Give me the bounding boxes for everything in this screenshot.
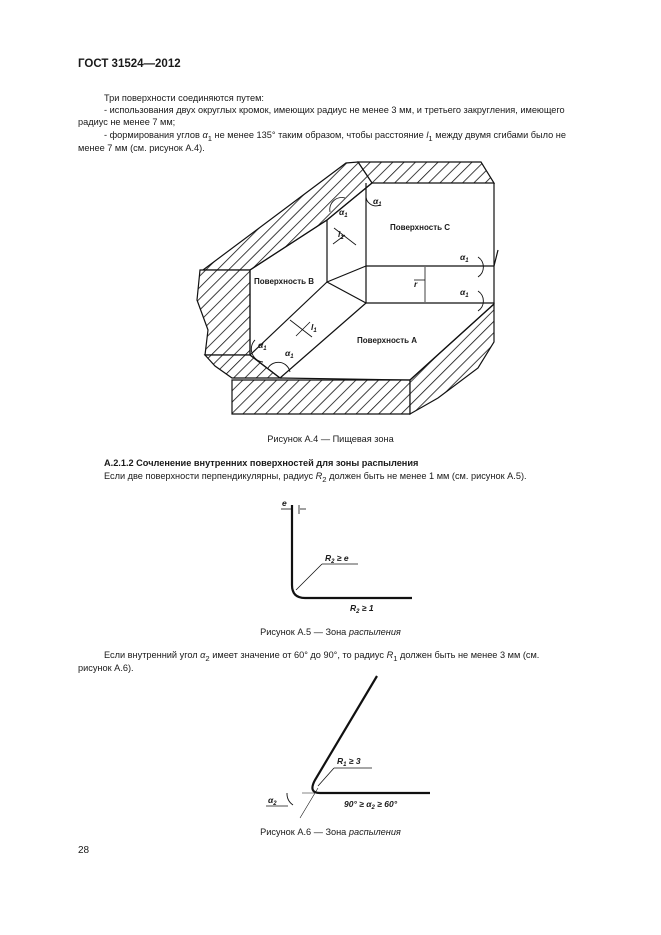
figure-a6-caption-em: распыления [348, 827, 401, 837]
figure-a6-caption-pre: Рисунок А.6 — Зона [260, 827, 349, 837]
figure-a4-caption: Рисунок А.4 — Пищевая зона [267, 434, 394, 444]
figure-a5-caption-pre: Рисунок А.5 — Зона [260, 627, 349, 637]
e-label: e [282, 498, 287, 508]
alpha2-symbol: α [200, 650, 206, 660]
alpha-symbol: α [202, 130, 208, 140]
alpha1-label-5: $\alpha_1$ [258, 340, 267, 352]
r-subscript: 2 [322, 474, 327, 484]
para-a6-mid: имеет значение от 60° до 90°, то радиус [209, 650, 387, 660]
intro-line-3a-pre: - формирования углов [104, 130, 203, 140]
l-symbol: l [426, 130, 429, 140]
surface-c-label: Поверхность C [390, 223, 451, 232]
intro-line-3a-post: между двумя сгибами было не [432, 130, 566, 140]
l-subscript: 1 [428, 133, 433, 143]
figure-a6-caption [0, 827, 661, 837]
intro-line-3a-mid: не менее 135° таким образом, чтобы расстояние [211, 130, 427, 140]
document-header: ГОСТ 31524—2012 [78, 58, 181, 70]
r1-subscript: 1 [393, 653, 398, 663]
para-a6-line-2: рисунок А.6). [78, 663, 134, 673]
r-label: r [414, 279, 418, 289]
surface-a-label: Поверхность A [357, 336, 418, 345]
section-text-pre: Если две поверхности перпендикулярны, радиус [104, 471, 316, 481]
alpha1-label-1: $\alpha_1$ [339, 207, 348, 219]
r2-label-bottom: $R_2 \ge 1$ [350, 603, 374, 615]
figure-a5-caption-em: распыления [348, 627, 401, 637]
intro-line-3b: менее 7 мм (см. рисунок А.4). [78, 143, 205, 153]
r-symbol: R [315, 471, 323, 481]
alpha1-label-6: $\alpha_1$ [285, 348, 294, 360]
r1-symbol: R [386, 650, 394, 660]
l1-label-1: $l_1$ [338, 229, 344, 241]
section-heading: А.2.1.2 Сочленение внутренних поверхностей для зоны распыления [104, 458, 419, 468]
para-a6-pre: Если внутренний угол [104, 650, 201, 660]
alpha1-label-2: $\alpha_1$ [373, 196, 382, 208]
r1-label: $R_1 \ge 3$ [337, 756, 361, 768]
surface-b-label: Поверхность B [254, 277, 315, 286]
intro-line-2b: радиус не менее 7 мм; [78, 117, 176, 127]
alpha2-range-label: $90^\circ \ge \alpha_2 \ge 60^\circ$ [344, 799, 398, 811]
r2-label-top: $R_2 \ge e$ [325, 553, 349, 565]
alpha-subscript: 1 [207, 133, 212, 143]
intro-line-1: Три поверхности соединяются путем: [104, 93, 264, 103]
section-text-post: должен быть не менее 1 мм (см. рисунок А.5). [326, 471, 527, 481]
alpha2-label: $\alpha_2$ [268, 795, 277, 807]
l1-label-2: $l_1$ [311, 322, 317, 334]
alpha2-subscript: 2 [205, 653, 210, 663]
alpha1-label-3: $\alpha_1$ [460, 252, 469, 264]
intro-line-2a: - использования двух округлых кромок, имеющих радиус не менее 3 мм, и третьего закругления, имеющего [104, 105, 565, 115]
para-a6-post: должен быть не менее 3 мм (см. [397, 650, 540, 660]
page-number: 28 [78, 845, 90, 856]
alpha1-label-4: $\alpha_1$ [460, 287, 469, 299]
